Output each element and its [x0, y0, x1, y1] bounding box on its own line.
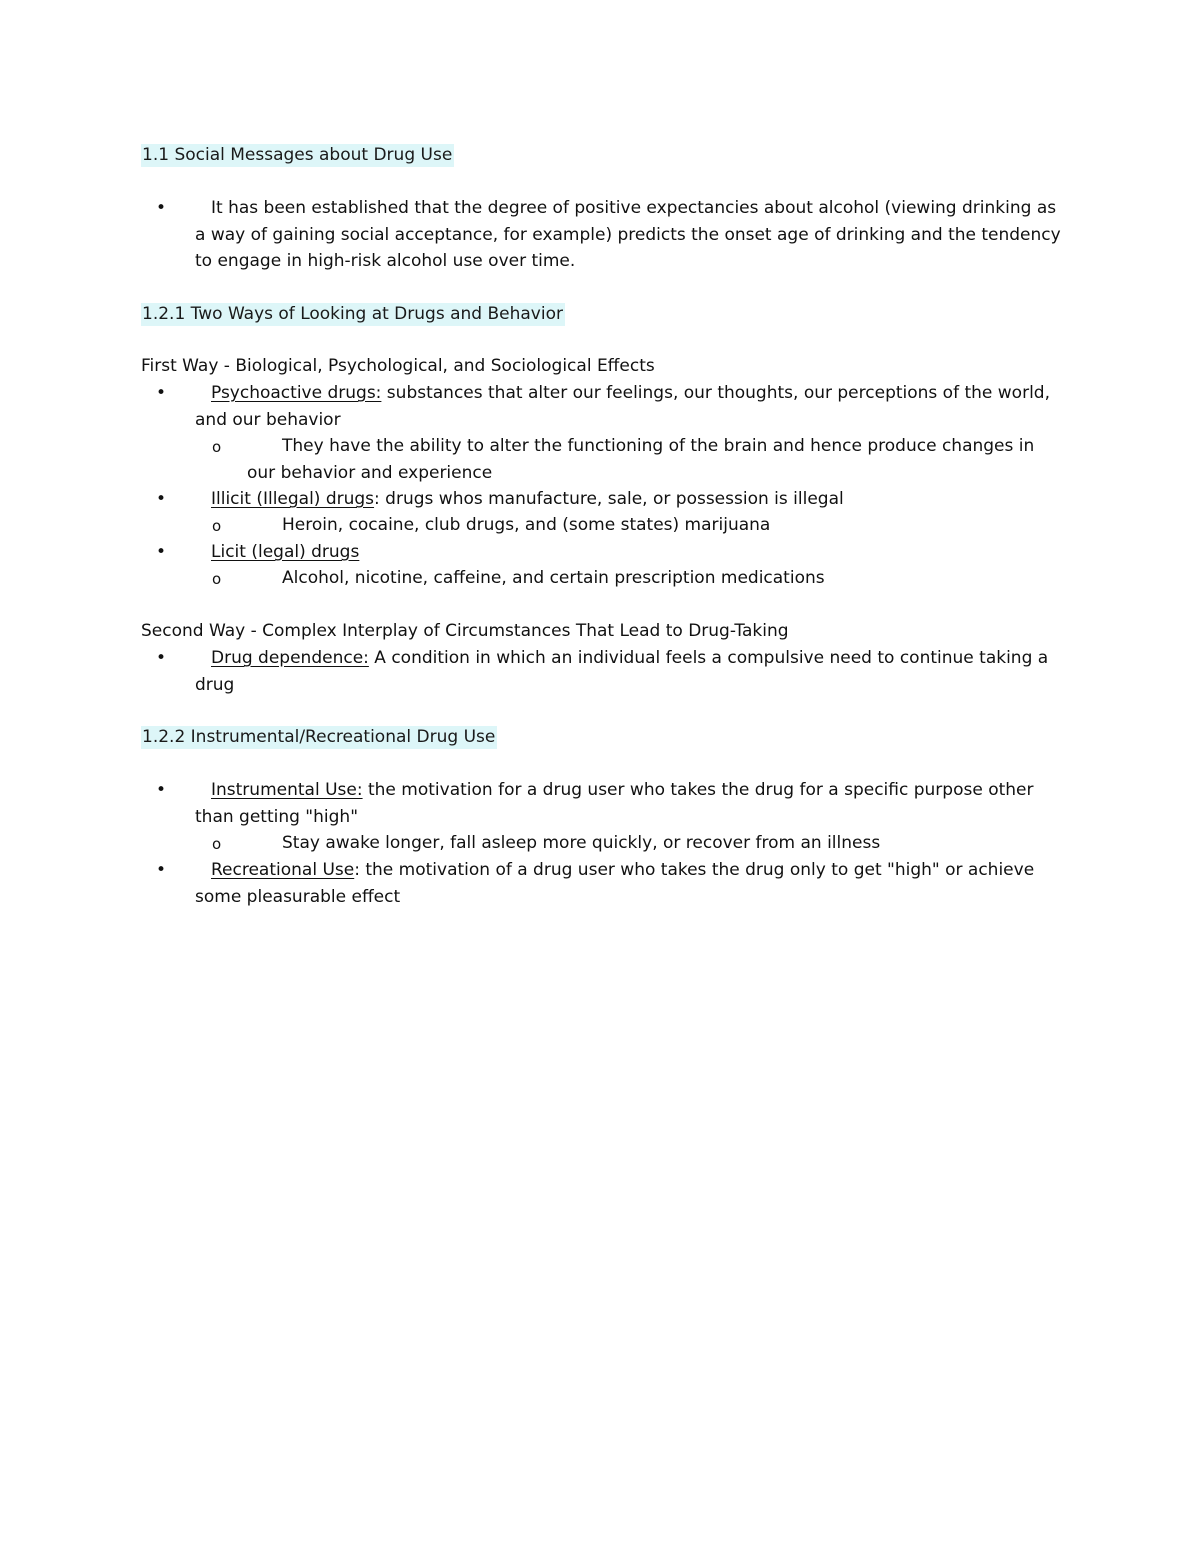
definition-text: the motivation for a drug user who takes the drug for a specific purpose other than getting "high"	[195, 780, 1034, 827]
heading-highlight: 1.1 Social Messages about Drug Use	[142, 145, 453, 165]
definition-text: : the motivation of a drug user who takes the drug only to get "high" or achieve some pleasurable effect	[195, 860, 1035, 907]
bullet-icon: •	[156, 780, 167, 800]
sub-bullet-icon: o	[212, 517, 222, 535]
sub-item-illicit-examples	[247, 512, 1067, 539]
term-recreational-use: Recreational Use	[211, 860, 355, 880]
sub-item-text: Alcohol, nicotine, caffeine, and certain prescription medications	[282, 568, 825, 588]
definition-text: substances that alter our feelings, our thoughts, our perceptions of the world, and our behavior	[195, 383, 1050, 430]
second-way-label: Second Way - Complex Interplay of Circumstances That Lead to Drug-Taking	[141, 621, 789, 641]
first-way-label: First Way - Biological, Psychological, and Sociological Effects	[141, 356, 655, 376]
list-item-recreational-use	[195, 857, 1065, 910]
definition-text: : drugs whos manufacture, sale, or possession is illegal	[374, 489, 844, 509]
bullet-icon: •	[156, 489, 167, 509]
sub-bullet-icon: o	[212, 570, 222, 588]
sub-item-text: Heroin, cocaine, club drugs, and (some states) marijuana	[282, 515, 771, 535]
list-item-instrumental-use	[195, 777, 1065, 830]
sub-bullet-icon: o	[212, 835, 222, 853]
bullet-icon: •	[156, 198, 167, 218]
list-item-text: It has been established that the degree of positive expectancies about alcohol (viewing drinking as a way of gaining social acceptance, for example) predicts the onset age of drinking and the tendency to engage in high-risk alcohol use over time.	[195, 198, 1061, 272]
section-heading-1-2-2	[141, 724, 497, 750]
term-drug-dependence: Drug dependence:	[211, 648, 369, 668]
list-item-illicit-drugs	[195, 486, 1065, 513]
definition-text: A condition in which an individual feels a compulsive need to continue taking a drug	[195, 648, 1049, 695]
sub-item-licit-examples	[247, 565, 1067, 592]
bullet-icon: •	[156, 542, 167, 562]
heading-highlight: 1.2.1 Two Ways of Looking at Drugs and Behavior	[142, 304, 563, 324]
section-heading-1-2-1	[141, 301, 565, 327]
section-heading-1-1	[141, 142, 454, 168]
sub-item-text: They have the ability to alter the functioning of the brain and hence produce changes in our behavior and experience	[247, 436, 1035, 483]
bullet-icon: •	[156, 648, 167, 668]
list-item-positive-expectancies	[195, 195, 1065, 275]
term-illicit-drugs: Illicit (Illegal) drugs	[211, 489, 375, 509]
bullet-icon: •	[156, 860, 167, 880]
sub-bullet-icon: o	[212, 438, 222, 456]
sub-item-instrumental-examples	[247, 830, 1067, 857]
bullet-icon: •	[156, 383, 167, 403]
list-item-psychoactive-drugs	[195, 380, 1065, 433]
term-psychoactive-drugs: Psychoactive drugs:	[211, 383, 382, 403]
term-instrumental-use: Instrumental Use:	[211, 780, 363, 800]
term-licit-drugs: Licit (legal) drugs	[211, 542, 360, 562]
sub-item-brain-function	[247, 433, 1067, 486]
list-item-licit-drugs	[195, 539, 1065, 566]
sub-item-text: Stay awake longer, fall asleep more quickly, or recover from an illness	[282, 833, 881, 853]
list-item-drug-dependence	[195, 645, 1065, 698]
heading-highlight: 1.2.2 Instrumental/Recreational Drug Use	[142, 727, 496, 747]
